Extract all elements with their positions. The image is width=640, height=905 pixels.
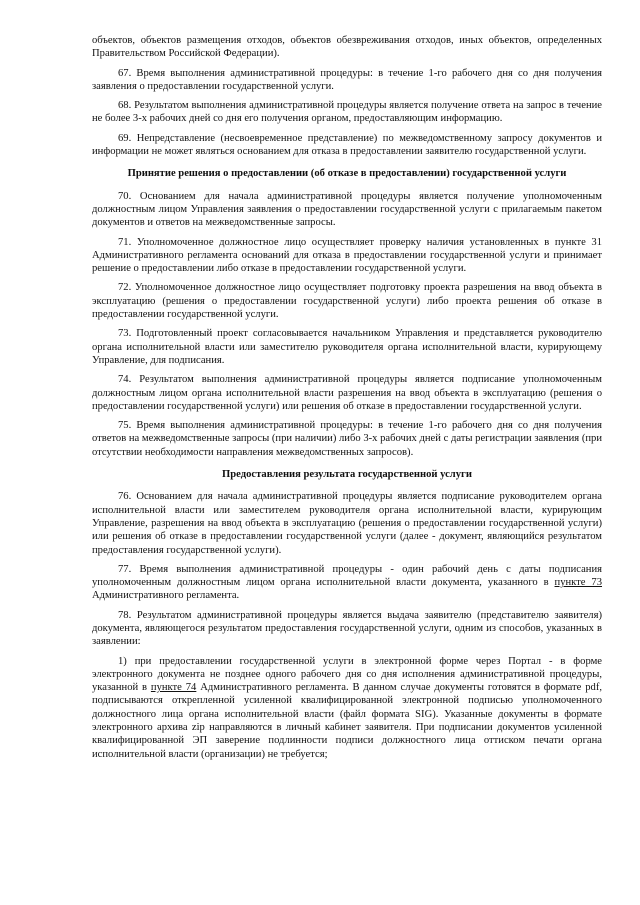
paragraph-78: 78. Результатом административной процедуры является выдача заявителю (представителю заявителя) документа, являющегося результатом предоставления государственной услуги, одним из способов, указанных в заявлении: bbox=[92, 609, 602, 648]
section-heading-result: Предоставления результата государственной услуги bbox=[222, 469, 472, 481]
paragraph-67: 67. Время выполнения административной процедуры: в течение 1-го рабочего дня со дня получения заявления о предоставлении государственной услуги. bbox=[92, 67, 602, 92]
list-item-1-text-end: Административного регламента. В данном случае документы готовятся в формате pdf, подписываются открепленной усиленной квалифицированной электронной подписью уполномоченного должностного лица органа исполнительной власти (файл формата SIG). Указанные документы в формате электронного архива zip направляются в личный кабинет заявителя. При подписании документов усиленной квалифицированной ЭП заверение подлинности подписи должностного лица оттиском печати органа исполнительной власти (организации) не требуется; bbox=[92, 682, 603, 760]
paragraph-74: 74. Результатом выполнения административной процедуры является подписание уполномоченным должностным лицом органа исполнительной власти разрешения на ввод объекта в эксплуатацию (решения о предоставлении государственной услуги) или решения об отказе в предоставлении государственной услуги. bbox=[92, 374, 602, 412]
paragraph-76: 76. Основанием для начала административной процедуры является подписание руководителем органа исполнительной власти или заместителем руководителя органа исполнительной власти, курирующим Управление, разрешения на ввод объекта в эксплуатацию (решения о предоставлении государственной услуги) или решения об отказе в предоставлении государственной услуги (далее - документ, являющийся результатом предоставления государственной услуги). bbox=[92, 491, 602, 556]
paragraph-75: 75. Время выполнения административной процедуры: в течение 1-го рабочего дня со дня получения ответов на межведомственные запросы (при наличии) либо 3-х рабочих дней с даты регистрации заявления (при отсутствии необходимости направления межведомственных запросов). bbox=[92, 420, 602, 458]
link-point-74[interactable]: пункте 74 bbox=[150, 682, 197, 694]
list-item-1-text-start: 1) при предоставлении государственной услуги в электронной форме через Портал - в форме электронного документа не позднее одного рабочего дня со дня исполнения административной процедуры, указанной в bbox=[92, 655, 602, 694]
paragraph-77-text-end: Административного регламента. bbox=[92, 590, 240, 602]
paragraph-72: 72. Уполномоченное должностное лицо осуществляет подготовку проекта разрешения на ввод объекта в эксплуатацию (решения о предоставлении государственной услуги) либо проекта решения об отказе в предоставлении государственной услуги. bbox=[92, 282, 602, 321]
document-page bbox=[92, 34, 602, 767]
paragraph-69: 69. Непредставление (несвоевременное представление) по межведомственному запросу документов и информации не может являться основанием для отказа в предоставлении заявителю государственной услуги. bbox=[92, 132, 602, 158]
list-item-1 bbox=[92, 655, 602, 761]
link-point-73[interactable]: пункте 73 bbox=[554, 577, 603, 589]
section-heading-decision: Принятие решения о предоставлении (об отказе в предоставлении) государственной услуги bbox=[127, 168, 567, 180]
paragraph-68: 68. Результатом выполнения административной процедуры является получение ответа на запрос в течение не более 3-х рабочих дней со дня его получения органом, предоставляющим информацию. bbox=[92, 100, 602, 125]
paragraph-73: 73. Подготовленный проект согласовывается начальником Управления и представляется руководителю органа исполнительной власти или заместителю руководителя органа исполнительной власти, курирующему Управление, для подписания. bbox=[92, 328, 602, 366]
paragraph-71: 71. Уполномоченное должностное лицо осуществляет проверку наличия установленных в пункте 31 Административного регламента оснований для отказа в предоставлении государственной услуги и принимает решение о предоставлении либо отказе в предоставлении государственной услуги. bbox=[92, 236, 602, 275]
paragraph-continuation: объектов, объектов размещения отходов, объектов обезвреживания отходов, иных объектов, определенных Правительством Российской Федерации). bbox=[92, 35, 602, 60]
paragraph-77 bbox=[92, 563, 602, 603]
paragraph-70: 70. Основанием для начала административной процедуры является получение уполномоченным должностным лицом Управления заявления о предоставлении государственной услуги с прилагаемым пакетом документов и ответов на межведомственные запросы. bbox=[92, 190, 602, 229]
paragraph-77-text-start: 77. Время выполнения административной процедуры - один рабочий день с даты подписания уполномоченным должностным лицом органа исполнительной власти документа, указанного в bbox=[92, 563, 602, 589]
